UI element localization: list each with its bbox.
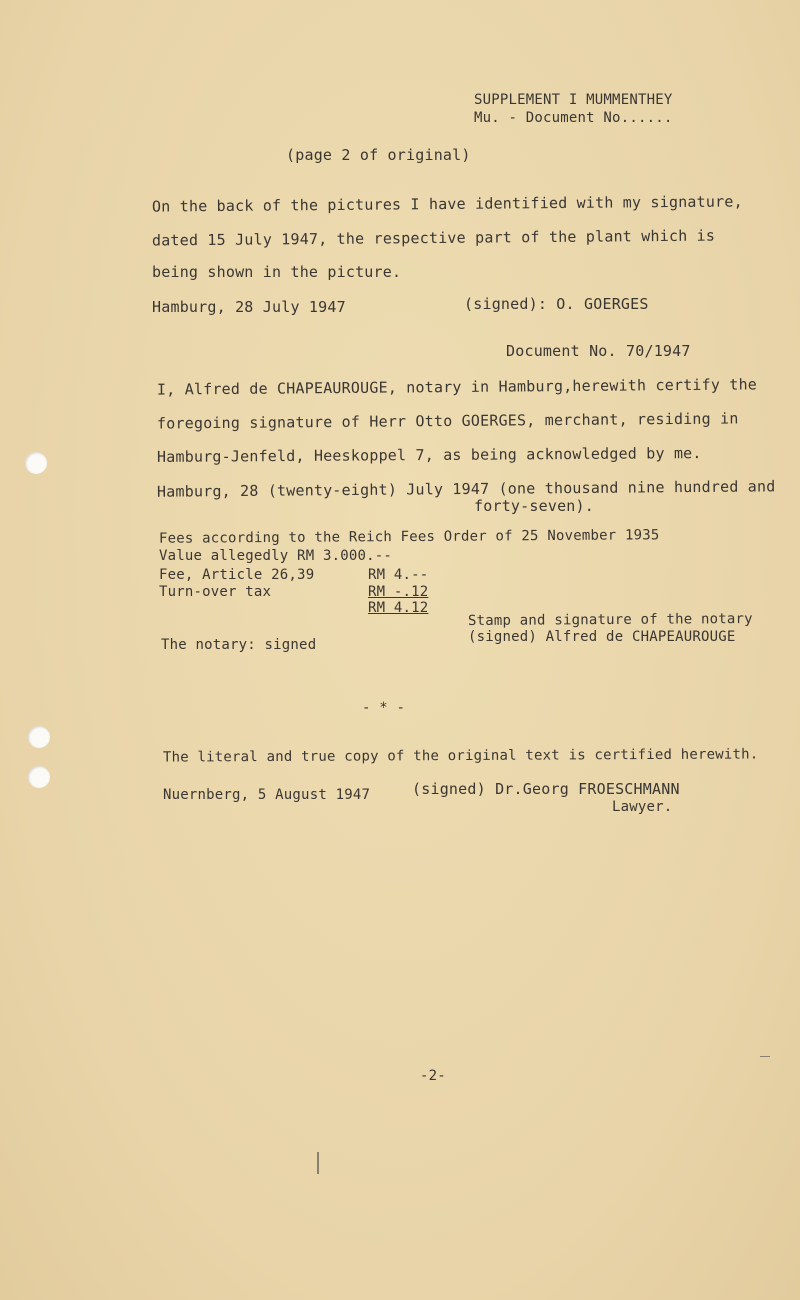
punch-hole [28, 726, 50, 748]
copy-certification: The literal and true copy of the original text is certified herewith. [162, 746, 759, 766]
signature-line: (signed) Dr.Georg FROESCHMANN [412, 780, 680, 798]
certification-line: forty-seven). [474, 497, 594, 515]
tax-label: Turn-over tax [159, 584, 272, 600]
punch-hole [28, 766, 50, 788]
fees-title: Fees according to the Reich Fees Order of 25 November 1935 [158, 527, 660, 547]
document-number: Document No. 70/1947 [506, 342, 691, 360]
paper-mark [317, 1152, 319, 1174]
signature-title: Lawyer. [612, 799, 673, 815]
supplement-heading: SUPPLEMENT I MUMMENTHEY [474, 92, 673, 108]
place-date: Nuernberg, 5 August 1947 [163, 787, 371, 803]
fees-total: RM 4.12 [368, 600, 429, 616]
signature-line: (signed): O. GOERGES [464, 295, 649, 313]
paragraph-line: being shown in the picture. [152, 263, 402, 281]
fee-amount: RM 4.-- [368, 567, 429, 583]
stamp-line: Stamp and signature of the notary [467, 611, 753, 629]
paper-mark [760, 1056, 770, 1057]
document-reference: Mu. - Document No...... [474, 110, 673, 126]
certification-line: foregoing signature of Herr Otto GOERGES, merchant, residing in [156, 409, 739, 433]
page-note: (page 2 of original) [286, 146, 471, 164]
certification-line: I, Alfred de CHAPEAUROUGE, notary in Hamburg,herewith certify the [156, 375, 758, 399]
paragraph-line: On the back of the pictures I have identified with my signature, [151, 192, 743, 216]
punch-hole [25, 452, 47, 474]
stamp-line: (signed) Alfred de CHAPEAUROUGE [468, 629, 736, 645]
tax-amount: RM -.12 [368, 584, 429, 600]
page-number: -2- [420, 1068, 446, 1084]
notary-signed: The notary: signed [161, 637, 317, 653]
certification-line: Hamburg, 28 (twenty-eight) July 1947 (one thousand nine hundred and [156, 477, 776, 501]
separator: - * - [362, 700, 406, 716]
paragraph-line: dated 15 July 1947, the respective part of the plant which is [151, 226, 716, 250]
fee-label: Fee, Article 26,39 [159, 567, 315, 583]
place-date: Hamburg, 28 July 1947 [152, 298, 346, 316]
certification-line: Hamburg-Jenfeld, Heeskoppel 7, as being acknowledged by me. [156, 444, 702, 466]
fees-value: Value allegedly RM 3.000.-- [159, 548, 392, 564]
